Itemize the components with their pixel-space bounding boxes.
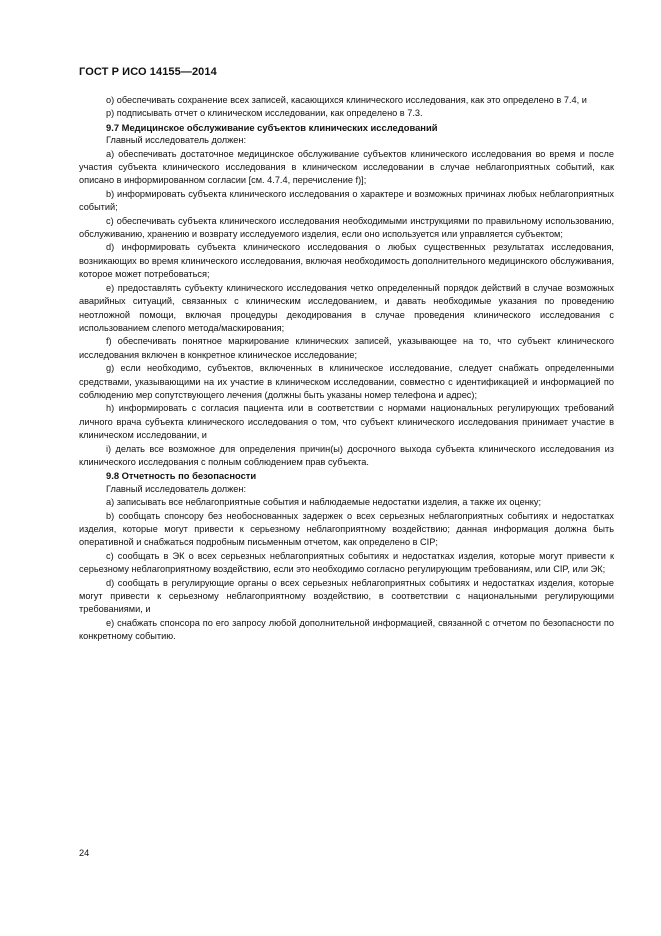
list-item-b: b) сообщать спонсору без необоснованных задержек о всех серьезных неблагоприятных событиях и недостатках изделия, которые могут привести к серьезному неблагоприятному воздействию; данная информация должна быть оперативной и снабжаться подробным письменным отчетом, как определено в CIP; (79, 510, 614, 548)
list-item-a: a) записывать все неблагоприятные события и наблюдаемые недостатки изделия, а также их оценку; (106, 497, 542, 508)
list-item-c: c) обеспечивать субъекта клинического исследования необходимыми инструкциями по правильному использованию, обслуживанию, хранению и возврату исследуемого изделия, если оно используется или управляется субъектом; (79, 215, 614, 240)
document-body (79, 94, 614, 644)
list-item-o: о) обеспечивать сохранение всех записей, касающихся клинического исследования, как это определено в 7.4, и (106, 95, 587, 105)
list-item-g: g) если необходимо, субъектов, включенных в клиническое исследование, следует снабжать определенными средствами, указывающими на их участие в клиническом исследовании, совместно с идентификацией и информацией по соблюдению мер сопутствующего лечения (должны быть указаны номер телефона и адрес); (79, 363, 614, 400)
list-item-i: i) делать все возможное для определения причин(ы) досрочного выхода субъекта клинического исследования из клинического исследования с полным соблюдением прав субъекта. (79, 443, 614, 467)
list-item-c: c) сообщать в ЭК о всех серьезных неблагоприятных событиях и недостатках изделия, которые могут привести к серьезному неблагоприятному воздействию, если это необходимо согласно регулирующим требованиям, или CIP, или ЭК; (79, 550, 614, 575)
list-item-e: e) предоставлять субъекту клинического исследования четко определенный порядок действий в случае возможных аварийных ситуаций, связанных с клиническим исследованием, и давать необходимые указания по проведению неотложной помощи, включая процедуры декодирования в случае проведения клинического исследования с использованием слепого метода/маскирования; (79, 282, 614, 333)
list-item-a: a) обеспечивать достаточное медицинское обслуживание субъектов клинического исследования во время и после участия субъекта клинического исследования в клиническом исследовании в случае неблагоприятных событий, как описано в информированном согласии [см. 4.7.4, перечисление f)]; (79, 148, 614, 186)
list-item-h: h) информировать с согласия пациента или в соответствии с нормами национальных регулирующих требований личного врача субъекта клинического исследования о том, что субъект клинического исследования принимает участие в клиническом исследовании, и (79, 403, 614, 441)
section-heading-9-8: 9.8 Отчетность по безопасности (106, 470, 257, 482)
section-heading-9-7: 9.7 Медицинское обслуживание субъектов клинических исследований (106, 121, 438, 133)
list-item-d: d) сообщать в регулирующие органы о всех серьезных неблагоприятных событиях и недостатках изделия, которые могут привести к серьезному неблагоприятному воздействию, в соответствии с национальными регулирующими требованиями, и (79, 577, 614, 615)
section-intro: Главный исследователь должен: (106, 135, 247, 146)
section-intro: Главный исследователь должен: (106, 483, 247, 494)
page-header: ГОСТ Р ИСО 14155—2014 (79, 66, 217, 78)
list-item-b: b) информировать субъекта клинического исследования о характере и возможных причинах любых неблагоприятных событий; (79, 188, 614, 213)
list-item-p: p) подписывать отчет о клиническом исследовании, как определено в 7.3. (106, 108, 423, 119)
list-item-e: e) снабжать спонсора по его запросу любой дополнительной информацией, связанной с отчетом по безопасности по конкретному событию. (79, 617, 614, 642)
list-item-d: d) информировать субъекта клинического исследования о любых существенных результатах исследования, возникающих во время клинического исследования, включая необходимость дополнительного медицинского обслуживания, которое может потребоваться; (79, 242, 614, 280)
page-number: 24 (79, 848, 90, 858)
list-item-f: f) обеспечивать понятное маркирование клинических записей, указывающее на то, что субъект клинического исследования включен в конкретное клиническое исследование; (79, 336, 614, 360)
